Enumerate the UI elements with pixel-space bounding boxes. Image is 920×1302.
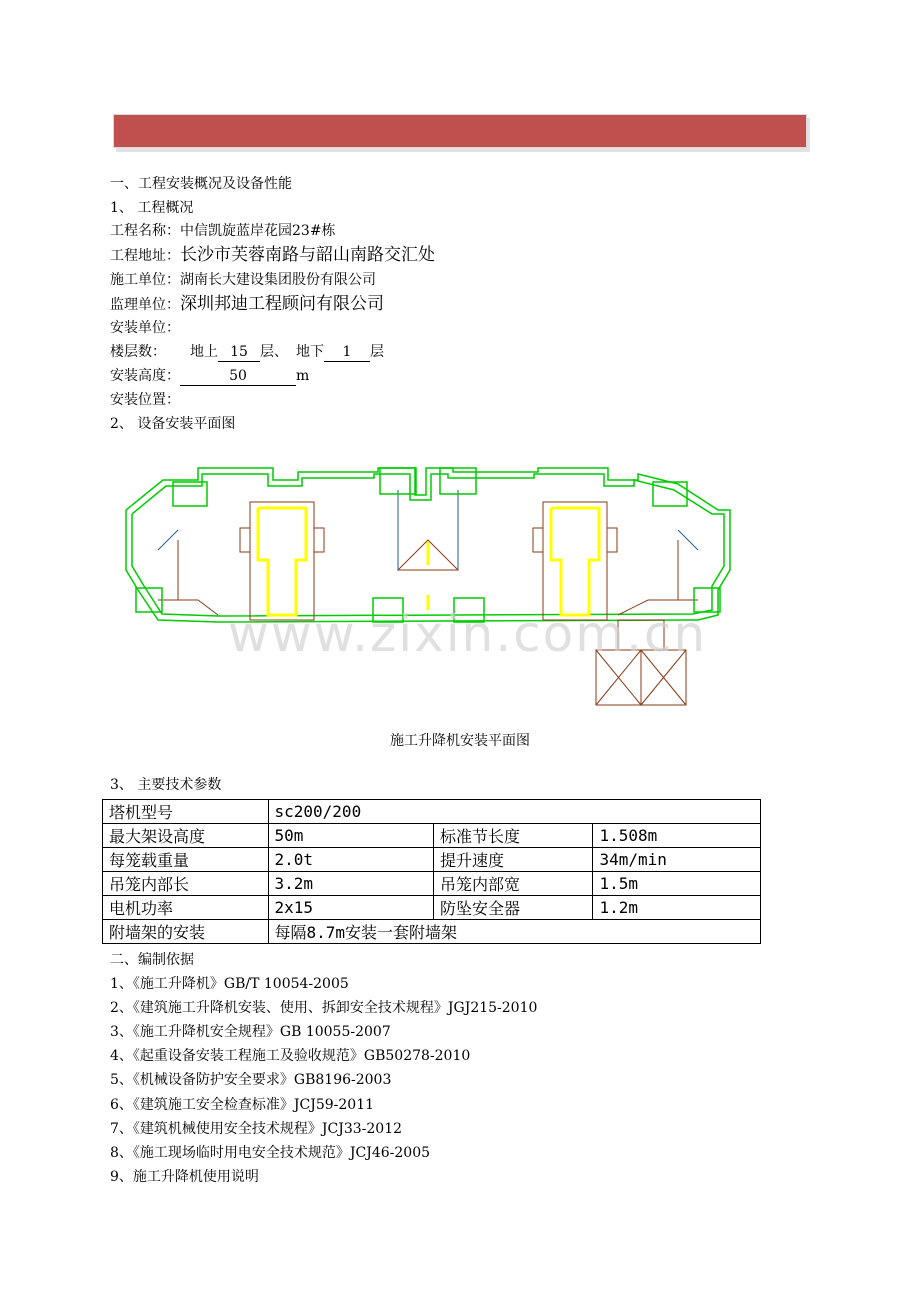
param-key: 吊笼内部宽 [434, 872, 593, 896]
subheading-plan: 2、 设备安装平面图 [110, 416, 236, 432]
list-item: 7、《建筑机械使用安全技术规程》JCJ33-2012 [110, 1121, 403, 1137]
table-row [103, 800, 761, 824]
constructor-label: 施工单位： [110, 272, 180, 288]
subheading-params: 3、 主要技术参数 [110, 777, 222, 793]
param-value: 50m [268, 824, 434, 848]
list-item: 2、《建筑施工升降机安装、使用、拆卸安全技术规程》JGJ215-2010 [110, 1000, 538, 1016]
param-value: 2x15 [268, 896, 434, 920]
project-address-row [110, 245, 435, 266]
table-row [103, 920, 761, 944]
position-row [110, 390, 180, 410]
tech-params-table [102, 799, 761, 944]
subheading-overview: 1、 工程概况 [110, 200, 194, 216]
table-row [103, 896, 761, 920]
floors-row [110, 342, 384, 362]
constructor-row [110, 270, 376, 290]
param-key: 附墙架的安装 [103, 920, 269, 944]
list-item: 5、《机械设备防护安全要求》GB8196-2003 [110, 1072, 392, 1088]
project-name-value: 中信凯旋蓝岸花园23#栋 [180, 223, 336, 239]
watermark: www.zixin.com.cn [228, 605, 708, 663]
height-label: 安装高度： [110, 368, 180, 384]
param-key: 提升速度 [434, 848, 593, 872]
floors-below-label: 地下 [296, 344, 324, 360]
floors-below-unit: 层 [370, 344, 384, 360]
floors-above-value: 15 [218, 344, 260, 362]
param-value: 1.508m [593, 824, 761, 848]
installer-label: 安装单位： [110, 320, 180, 336]
section1-heading: 一、工程安装概况及设备性能 [110, 176, 292, 192]
position-label: 安装位置： [110, 392, 180, 408]
table-row [103, 824, 761, 848]
list-item: 6、《建筑施工安全检查标准》JCJ59-2011 [110, 1097, 375, 1113]
floors-above-unit: 层、 [260, 344, 288, 360]
floor-plan-drawing [118, 460, 738, 710]
supervisor-value: 深圳邦迪工程顾问有限公司 [180, 294, 384, 314]
supervisor-row [110, 294, 384, 315]
list-item: 4、《起重设备安装工程施工及验收规范》GB50278-2010 [110, 1048, 471, 1064]
table-row [103, 872, 761, 896]
constructor-value: 湖南长大建设集团股份有限公司 [180, 272, 376, 288]
floors-label: 楼层数： [110, 344, 166, 360]
param-key: 每笼载重量 [103, 848, 269, 872]
floors-below-value: 1 [324, 344, 370, 362]
project-address-label: 工程地址： [110, 248, 180, 264]
param-key: 最大架设高度 [103, 824, 269, 848]
param-key: 电机功率 [103, 896, 269, 920]
param-value: 2.0t [268, 848, 434, 872]
list-item: 3、《施工升降机安全规程》GB 10055-2007 [110, 1024, 391, 1040]
installer-row [110, 318, 180, 338]
project-name-row [110, 221, 336, 241]
project-address-value: 长沙市芙蓉南路与韶山南路交汇处 [180, 245, 435, 265]
list-item: 1、《施工升降机》GB/T 10054-2005 [110, 976, 349, 992]
supervisor-label: 监理单位： [110, 297, 180, 313]
param-value: sc200/200 [268, 800, 761, 824]
section2-heading: 二、编制依据 [110, 952, 194, 968]
param-value: 1.5m [593, 872, 761, 896]
project-name-label: 工程名称： [110, 223, 180, 239]
plan-caption: 施工升降机安装平面图 [390, 733, 530, 749]
param-key: 标准节长度 [434, 824, 593, 848]
list-item: 9、施工升降机使用说明 [110, 1169, 259, 1185]
param-key: 防坠安全器 [434, 896, 593, 920]
height-unit: m [296, 368, 310, 384]
table-row [103, 848, 761, 872]
param-value: 1.2m [593, 896, 761, 920]
floors-above-label: 地上 [190, 344, 218, 360]
list-item: 8、《施工现场临时用电安全技术规范》JCJ46-2005 [110, 1145, 431, 1161]
param-value: 每隔8.7m安装一套附墙架 [268, 920, 761, 944]
param-key: 吊笼内部长 [103, 872, 269, 896]
param-value: 34m/min [593, 848, 761, 872]
param-key: 塔机型号 [103, 800, 269, 824]
header-banner [113, 114, 807, 148]
height-value: 50 [180, 368, 296, 386]
param-value: 3.2m [268, 872, 434, 896]
height-row [110, 366, 309, 386]
